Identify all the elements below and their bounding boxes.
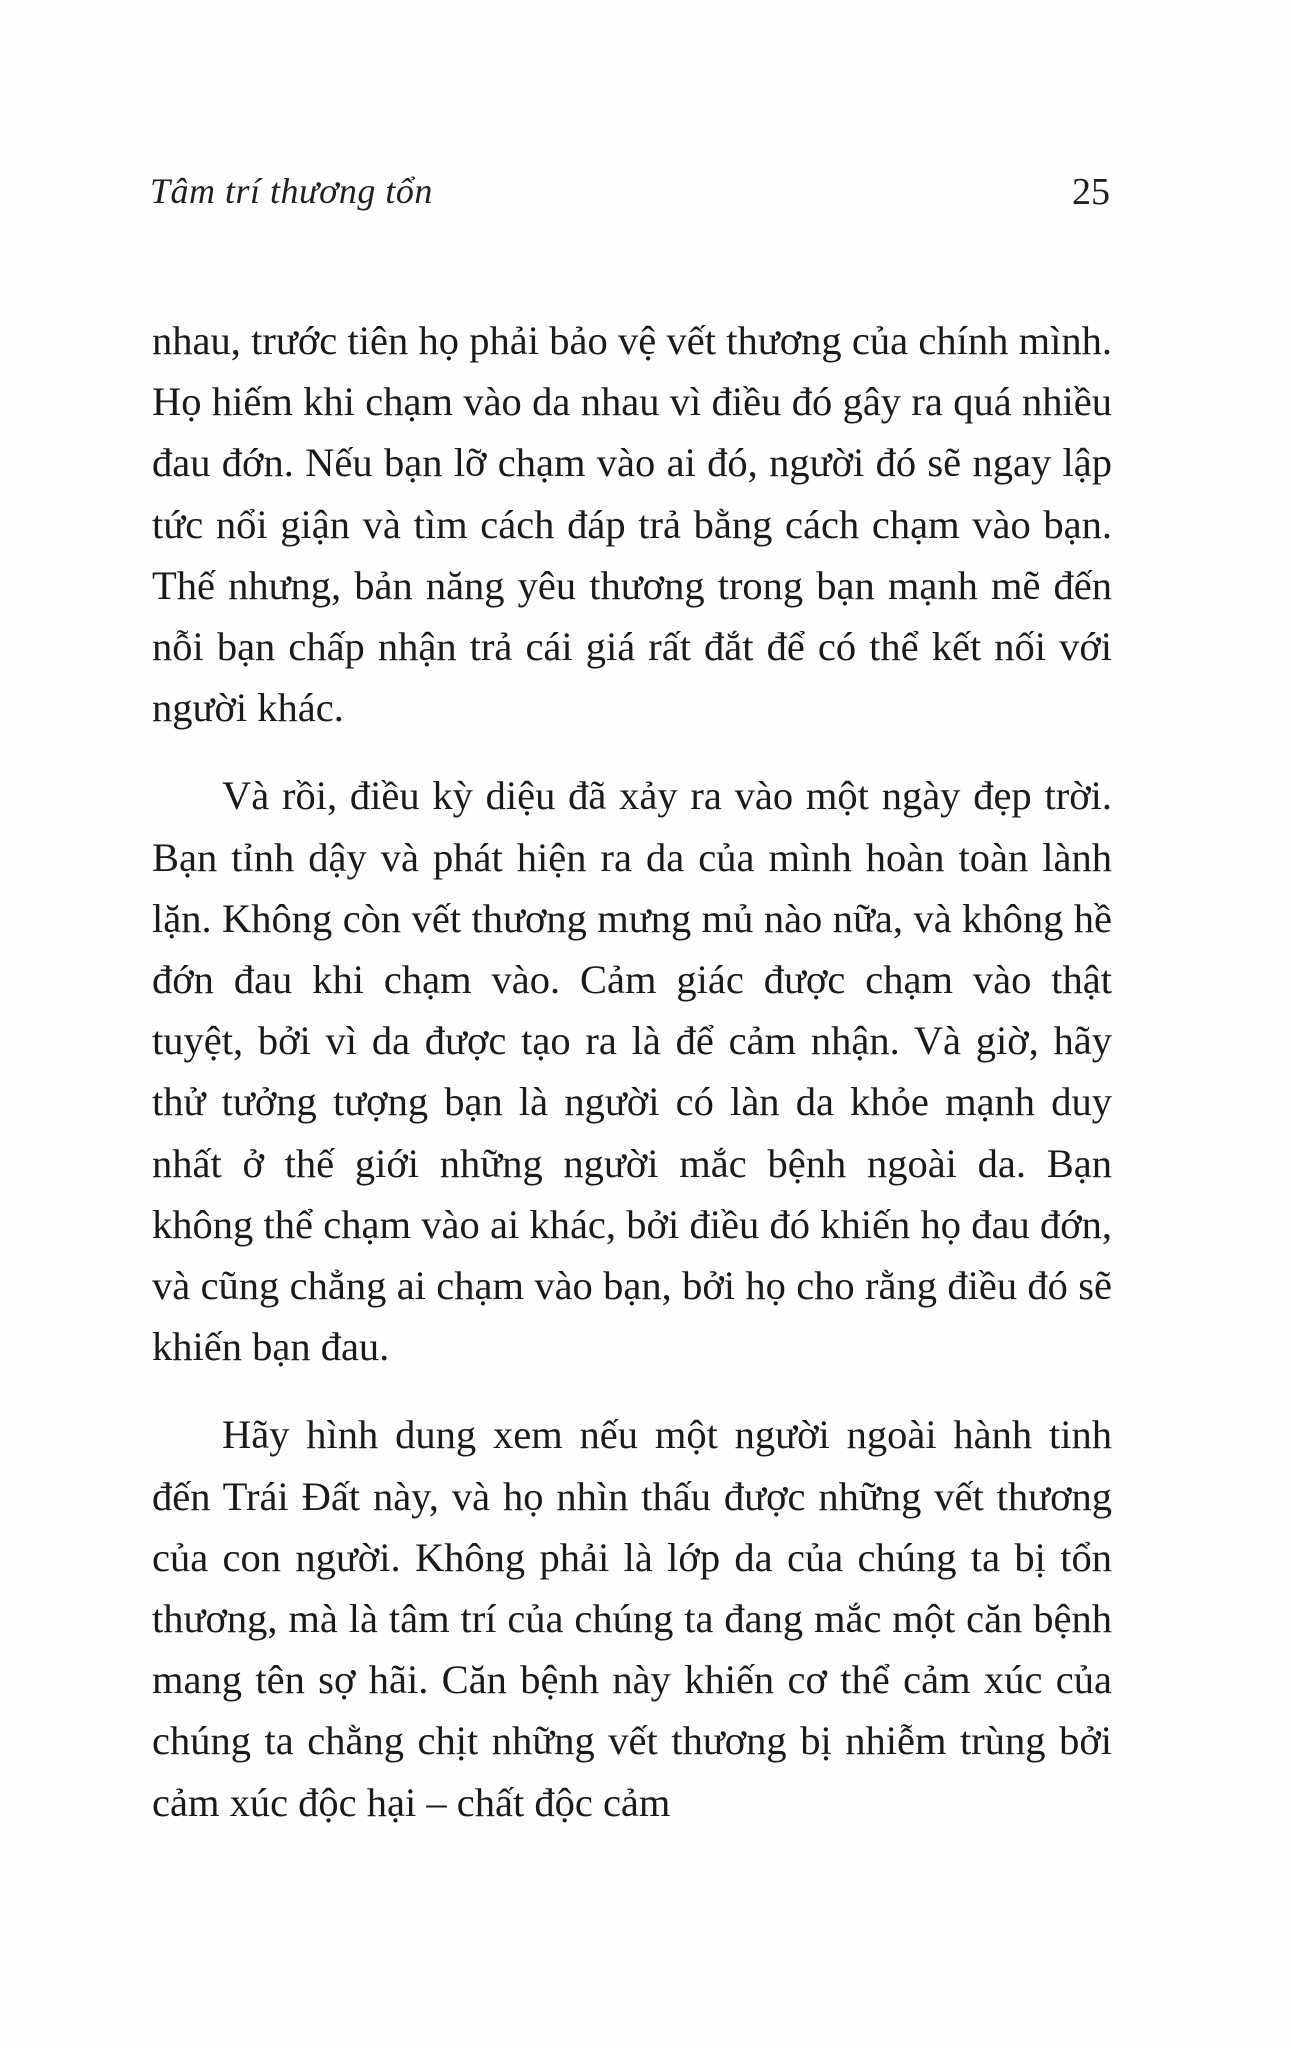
paragraph-1: nhau, trước tiên họ phải bảo vệ vết thương của chính mình. Họ hiếm khi chạm vào da nhau vì điều đó gây ra quá nhiều đau đớn. Nếu bạn lỡ chạm vào ai đó, người đó sẽ ngay lập tức nổi giận và tìm cách đáp trả bằng cách chạm vào bạn. Thế nhưng, bản năng yêu thương trong bạn mạnh mẽ đến nỗi bạn chấp nhận trả cái giá rất đắt để có thể kết nối với người khác.	[152, 318, 1112, 731]
body-text	[152, 310, 1112, 1833]
running-title: Tâm trí thương tổn	[150, 171, 433, 211]
running-head	[150, 170, 1110, 220]
paragraph-3: Hãy hình dung xem nếu một người ngoài hành tinh đến Trái Đất này, và họ nhìn thấu được những vết thương của con người. Không phải là lớp da của chúng ta bị tổn thương, mà là tâm trí của chúng ta đang mắc một căn bệnh mang tên sợ hãi. Căn bệnh này khiến cơ thể cảm xúc của chúng ta chằng chịt những vết thương bị nhiễm trùng bởi cảm xúc độc hại – chất độc cảm	[152, 1412, 1112, 1825]
page-number: 25	[1072, 171, 1110, 213]
paragraph-2: Và rồi, điều kỳ diệu đã xảy ra vào một ngày đẹp trời. Bạn tỉnh dậy và phát hiện ra da của mình hoàn toàn lành lặn. Không còn vết thương mưng mủ nào nữa, và không hề đớn đau khi chạm vào. Cảm giác được chạm vào thật tuyệt, bởi vì da được tạo ra là để cảm nhận. Và giờ, hãy thử tưởng tượng bạn là người có làn da khỏe mạnh duy nhất ở thế giới những người mắc bệnh ngoài da. Bạn không thể chạm vào ai khác, bởi điều đó khiến họ đau đớn, và cũng chẳng ai chạm vào bạn, bởi họ cho rằng điều đó sẽ khiến bạn đau.	[152, 773, 1112, 1370]
